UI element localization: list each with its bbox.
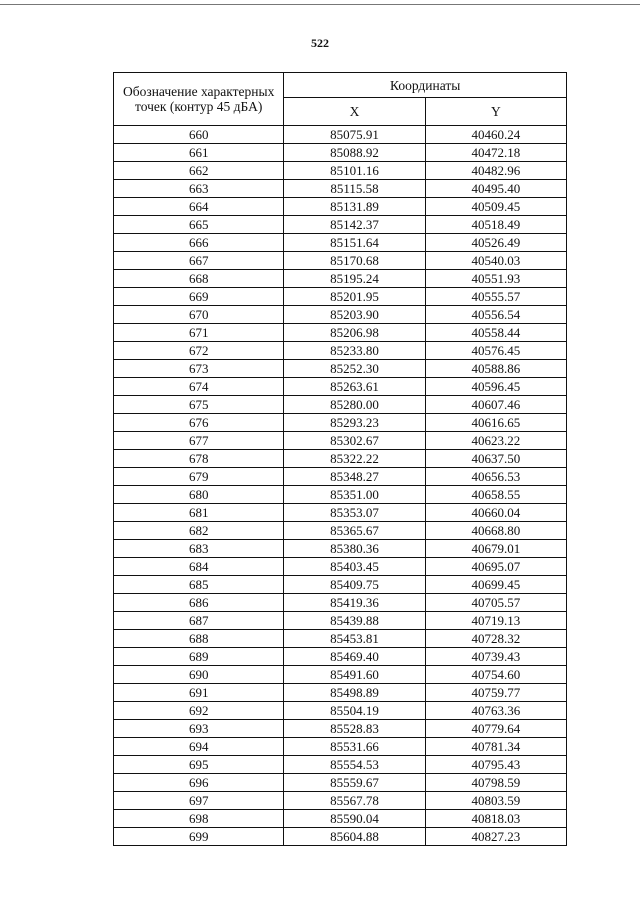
point-id-cell: 696	[114, 774, 284, 792]
y-coordinate-cell: 40555.57	[425, 288, 566, 306]
point-id-cell: 693	[114, 720, 284, 738]
point-id-cell: 697	[114, 792, 284, 810]
point-id-cell: 672	[114, 342, 284, 360]
table-row	[114, 414, 567, 432]
point-id-cell: 677	[114, 432, 284, 450]
x-coordinate-cell: 85380.36	[284, 540, 425, 558]
table-row	[114, 252, 567, 270]
x-coordinate-cell: 85365.67	[284, 522, 425, 540]
table-row	[114, 684, 567, 702]
x-coordinate-cell: 85206.98	[284, 324, 425, 342]
point-id-cell: 686	[114, 594, 284, 612]
table-row	[114, 486, 567, 504]
table-row	[114, 324, 567, 342]
table-row	[114, 306, 567, 324]
table-row	[114, 630, 567, 648]
point-id-cell: 679	[114, 468, 284, 486]
point-id-cell: 683	[114, 540, 284, 558]
x-coordinate-cell: 85604.88	[284, 828, 425, 846]
table-row	[114, 792, 567, 810]
y-coordinate-cell: 40460.24	[425, 126, 566, 144]
point-id-cell: 668	[114, 270, 284, 288]
y-coordinate-cell: 40660.04	[425, 504, 566, 522]
table-row	[114, 810, 567, 828]
table-row	[114, 198, 567, 216]
table-row	[114, 504, 567, 522]
y-coordinate-cell: 40623.22	[425, 432, 566, 450]
y-coordinate-cell: 40798.59	[425, 774, 566, 792]
y-coordinate-cell: 40759.77	[425, 684, 566, 702]
x-coordinate-cell: 85409.75	[284, 576, 425, 594]
point-id-cell: 660	[114, 126, 284, 144]
point-id-cell: 666	[114, 234, 284, 252]
x-coordinate-cell: 85293.23	[284, 414, 425, 432]
coordinates-header: Координаты	[284, 73, 567, 98]
x-coordinate-cell: 85554.53	[284, 756, 425, 774]
point-id-cell: 664	[114, 198, 284, 216]
point-id-cell: 684	[114, 558, 284, 576]
point-id-cell: 665	[114, 216, 284, 234]
x-coordinate-cell: 85101.16	[284, 162, 425, 180]
y-coordinate-cell: 40781.34	[425, 738, 566, 756]
table-row	[114, 450, 567, 468]
scan-top-edge	[0, 4, 640, 5]
x-coordinate-cell: 85151.64	[284, 234, 425, 252]
point-id-cell: 667	[114, 252, 284, 270]
table-row	[114, 342, 567, 360]
y-coordinate-cell: 40705.57	[425, 594, 566, 612]
y-coordinate-cell: 40556.54	[425, 306, 566, 324]
x-coordinate-cell: 85528.83	[284, 720, 425, 738]
x-coordinate-cell: 85498.89	[284, 684, 425, 702]
point-id-cell: 670	[114, 306, 284, 324]
x-coordinate-cell: 85348.27	[284, 468, 425, 486]
y-coordinate-cell: 40728.32	[425, 630, 566, 648]
y-coordinate-cell: 40540.03	[425, 252, 566, 270]
y-coordinate-cell: 40679.01	[425, 540, 566, 558]
y-coordinate-cell: 40588.86	[425, 360, 566, 378]
x-coordinate-cell: 85491.60	[284, 666, 425, 684]
x-coordinate-cell: 85559.67	[284, 774, 425, 792]
y-coordinate-cell: 40656.53	[425, 468, 566, 486]
table-row	[114, 288, 567, 306]
table-row	[114, 144, 567, 162]
point-id-cell: 674	[114, 378, 284, 396]
x-coordinate-cell: 85195.24	[284, 270, 425, 288]
y-coordinate-cell: 40472.18	[425, 144, 566, 162]
y-coordinate-cell: 40551.93	[425, 270, 566, 288]
x-coordinate-cell: 85203.90	[284, 306, 425, 324]
x-coordinate-cell: 85590.04	[284, 810, 425, 828]
x-coordinate-cell: 85280.00	[284, 396, 425, 414]
table-row	[114, 396, 567, 414]
x-coordinate-cell: 85088.92	[284, 144, 425, 162]
table-row	[114, 666, 567, 684]
table-row	[114, 738, 567, 756]
table-row	[114, 216, 567, 234]
table-row	[114, 720, 567, 738]
table-row	[114, 180, 567, 198]
point-id-cell: 676	[114, 414, 284, 432]
point-id-cell: 680	[114, 486, 284, 504]
table-row	[114, 558, 567, 576]
x-coordinate-cell: 85469.40	[284, 648, 425, 666]
coordinates-table	[113, 72, 567, 846]
y-coordinate-cell: 40637.50	[425, 450, 566, 468]
x-coordinate-cell: 85322.22	[284, 450, 425, 468]
point-id-cell: 671	[114, 324, 284, 342]
table-row	[114, 702, 567, 720]
point-id-cell: 694	[114, 738, 284, 756]
y-coordinate-cell: 40509.45	[425, 198, 566, 216]
x-coordinate-cell: 85351.00	[284, 486, 425, 504]
point-id-cell: 663	[114, 180, 284, 198]
point-id-cell: 695	[114, 756, 284, 774]
y-column-header: Y	[425, 98, 566, 126]
y-coordinate-cell: 40803.59	[425, 792, 566, 810]
x-coordinate-cell: 85075.91	[284, 126, 425, 144]
x-coordinate-cell: 85252.30	[284, 360, 425, 378]
point-designation-header: Обозначение характерных точек (контур 45 дБА)	[114, 73, 284, 126]
table-row	[114, 378, 567, 396]
table-row	[114, 126, 567, 144]
table-row	[114, 234, 567, 252]
point-id-cell: 689	[114, 648, 284, 666]
x-coordinate-cell: 85142.37	[284, 216, 425, 234]
y-coordinate-cell: 40719.13	[425, 612, 566, 630]
x-coordinate-cell: 85170.68	[284, 252, 425, 270]
point-id-cell: 682	[114, 522, 284, 540]
x-coordinate-cell: 85453.81	[284, 630, 425, 648]
table-row	[114, 594, 567, 612]
y-coordinate-cell: 40596.45	[425, 378, 566, 396]
x-coordinate-cell: 85263.61	[284, 378, 425, 396]
y-coordinate-cell: 40754.60	[425, 666, 566, 684]
table-row	[114, 828, 567, 846]
point-id-cell: 669	[114, 288, 284, 306]
table-row	[114, 540, 567, 558]
y-coordinate-cell: 40763.36	[425, 702, 566, 720]
table-row	[114, 468, 567, 486]
x-coordinate-cell: 85302.67	[284, 432, 425, 450]
y-coordinate-cell: 40795.43	[425, 756, 566, 774]
table-row	[114, 432, 567, 450]
y-coordinate-cell: 40576.45	[425, 342, 566, 360]
table-row	[114, 270, 567, 288]
table-row	[114, 576, 567, 594]
point-id-cell: 691	[114, 684, 284, 702]
x-coordinate-cell: 85403.45	[284, 558, 425, 576]
point-id-cell: 673	[114, 360, 284, 378]
x-coordinate-cell: 85131.89	[284, 198, 425, 216]
point-id-cell: 662	[114, 162, 284, 180]
y-coordinate-cell: 40482.96	[425, 162, 566, 180]
y-coordinate-cell: 40818.03	[425, 810, 566, 828]
table-row	[114, 648, 567, 666]
table-row	[114, 756, 567, 774]
point-id-cell: 698	[114, 810, 284, 828]
table-row	[114, 522, 567, 540]
x-column-header: X	[284, 98, 425, 126]
table-row	[114, 774, 567, 792]
y-coordinate-cell: 40779.64	[425, 720, 566, 738]
y-coordinate-cell: 40495.40	[425, 180, 566, 198]
point-id-cell: 661	[114, 144, 284, 162]
x-coordinate-cell: 85504.19	[284, 702, 425, 720]
table-body	[114, 126, 567, 846]
x-coordinate-cell: 85353.07	[284, 504, 425, 522]
point-id-cell: 692	[114, 702, 284, 720]
y-coordinate-cell: 40827.23	[425, 828, 566, 846]
point-id-cell: 688	[114, 630, 284, 648]
y-coordinate-cell: 40739.43	[425, 648, 566, 666]
y-coordinate-cell: 40518.49	[425, 216, 566, 234]
y-coordinate-cell: 40558.44	[425, 324, 566, 342]
x-coordinate-cell: 85531.66	[284, 738, 425, 756]
y-coordinate-cell: 40607.46	[425, 396, 566, 414]
point-id-cell: 687	[114, 612, 284, 630]
x-coordinate-cell: 85419.36	[284, 594, 425, 612]
point-id-cell: 675	[114, 396, 284, 414]
y-coordinate-cell: 40526.49	[425, 234, 566, 252]
x-coordinate-cell: 85201.95	[284, 288, 425, 306]
x-coordinate-cell: 85115.58	[284, 180, 425, 198]
y-coordinate-cell: 40699.45	[425, 576, 566, 594]
table-row	[114, 612, 567, 630]
x-coordinate-cell: 85567.78	[284, 792, 425, 810]
point-id-cell: 685	[114, 576, 284, 594]
y-coordinate-cell: 40658.55	[425, 486, 566, 504]
y-coordinate-cell: 40695.07	[425, 558, 566, 576]
y-coordinate-cell: 40616.65	[425, 414, 566, 432]
point-id-cell: 699	[114, 828, 284, 846]
x-coordinate-cell: 85233.80	[284, 342, 425, 360]
x-coordinate-cell: 85439.88	[284, 612, 425, 630]
point-id-cell: 690	[114, 666, 284, 684]
y-coordinate-cell: 40668.80	[425, 522, 566, 540]
point-id-cell: 678	[114, 450, 284, 468]
point-id-cell: 681	[114, 504, 284, 522]
table-row	[114, 360, 567, 378]
table-row	[114, 162, 567, 180]
page-number: 522	[311, 36, 329, 50]
